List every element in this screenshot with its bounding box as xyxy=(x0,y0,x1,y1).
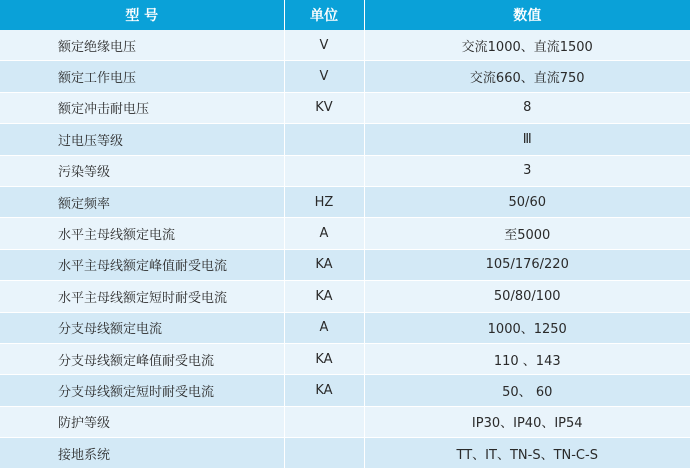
row-value-cell: 105/176/220 xyxy=(364,249,690,280)
header-value: 数值 xyxy=(364,0,690,30)
row-model-cell: 防护等级 xyxy=(0,406,284,437)
row-unit-cell: KA xyxy=(284,281,364,312)
table-row xyxy=(0,218,690,249)
row-unit-cell: KA xyxy=(284,343,364,374)
row-model-cell: 水平主母线额定峰值耐受电流 xyxy=(0,249,284,280)
row-unit-cell: V xyxy=(284,61,364,92)
row-unit-cell: KV xyxy=(284,92,364,123)
table-row xyxy=(0,92,690,123)
row-unit-cell xyxy=(284,124,364,155)
row-value-cell: 50/60 xyxy=(364,186,690,217)
row-model-cell: 水平主母线额定电流 xyxy=(0,218,284,249)
row-unit-cell: A xyxy=(284,218,364,249)
row-unit-cell xyxy=(284,406,364,437)
row-value-cell: 3 xyxy=(364,155,690,186)
row-unit-cell: KA xyxy=(284,375,364,406)
table-row xyxy=(0,61,690,92)
table-row xyxy=(0,249,690,280)
row-unit-cell: KA xyxy=(284,249,364,280)
table-row xyxy=(0,186,690,217)
table-row xyxy=(0,124,690,155)
row-model-cell: 额定工作电压 xyxy=(0,61,284,92)
table-header-row xyxy=(0,0,690,30)
table-row xyxy=(0,438,690,469)
row-model-cell: 过电压等级 xyxy=(0,124,284,155)
row-value-cell: 交流1000、直流1500 xyxy=(364,30,690,61)
table-row xyxy=(0,343,690,374)
row-value-cell: 50、 60 xyxy=(364,375,690,406)
row-value-cell: 1000、1250 xyxy=(364,312,690,343)
row-model-cell: 分支母线额定电流 xyxy=(0,312,284,343)
row-model-cell: 污染等级 xyxy=(0,155,284,186)
row-model-cell: 额定绝缘电压 xyxy=(0,30,284,61)
table-row xyxy=(0,406,690,437)
row-value-cell: 交流660、直流750 xyxy=(364,61,690,92)
table-row xyxy=(0,281,690,312)
row-value-cell: 至5000 xyxy=(364,218,690,249)
row-value-cell: 8 xyxy=(364,92,690,123)
row-model-cell: 额定冲击耐电压 xyxy=(0,92,284,123)
row-model-cell: 分支母线额定短时耐受电流 xyxy=(0,375,284,406)
row-model-cell: 接地系统 xyxy=(0,438,284,469)
row-value-cell: 50/80/100 xyxy=(364,281,690,312)
table-body xyxy=(0,30,690,469)
row-model-cell: 额定频率 xyxy=(0,186,284,217)
row-value-cell: Ⅲ xyxy=(364,124,690,155)
row-value-cell: TT、IT、TN-S、TN-C-S xyxy=(364,438,690,469)
row-model-cell: 分支母线额定峰值耐受电流 xyxy=(0,343,284,374)
row-unit-cell xyxy=(284,155,364,186)
row-unit-cell xyxy=(284,438,364,469)
table-row xyxy=(0,30,690,61)
header-unit: 单位 xyxy=(284,0,364,30)
row-value-cell: 110 、143 xyxy=(364,343,690,374)
row-unit-cell: V xyxy=(284,30,364,61)
table-row xyxy=(0,375,690,406)
table-row xyxy=(0,312,690,343)
row-model-cell: 水平主母线额定短时耐受电流 xyxy=(0,281,284,312)
row-unit-cell: HZ xyxy=(284,186,364,217)
row-value-cell: IP30、IP40、IP54 xyxy=(364,406,690,437)
table-row xyxy=(0,155,690,186)
header-model: 型 号 xyxy=(0,0,284,30)
row-unit-cell: A xyxy=(284,312,364,343)
